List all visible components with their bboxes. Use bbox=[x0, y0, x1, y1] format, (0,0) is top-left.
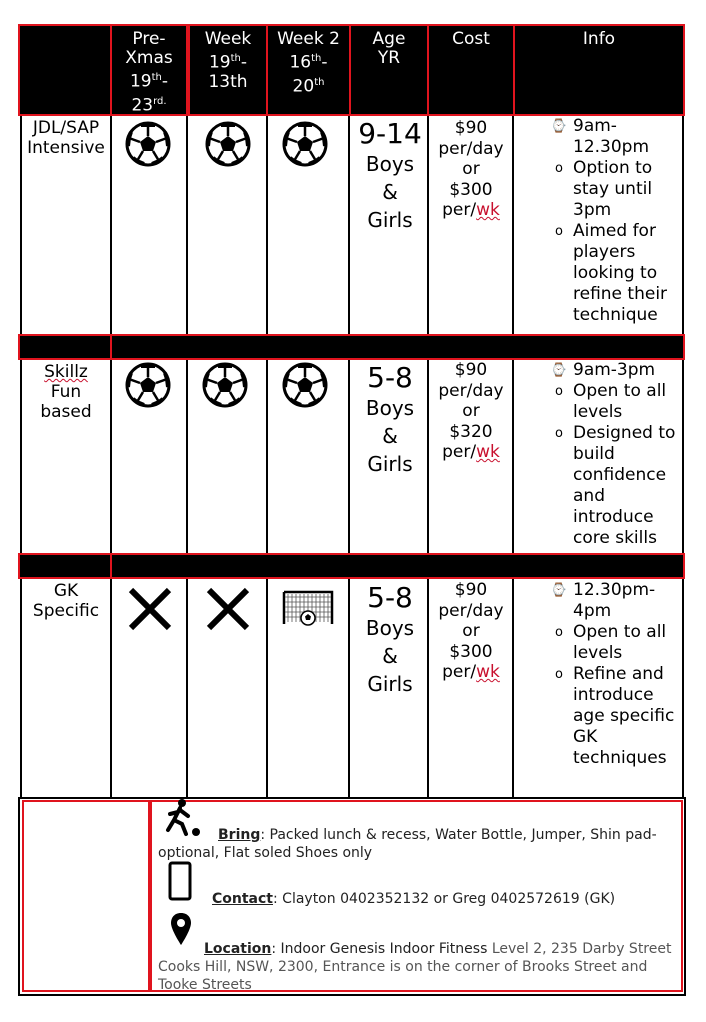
header-pre-xmas: Pre- Xmas 19th- $23^{rd.}$ bbox=[110, 24, 188, 116]
header-week-2: Week 2 16th- 20th bbox=[266, 24, 351, 116]
cross-icon bbox=[127, 586, 173, 636]
footer-bring: Bring: Packed lunch & recess, Water Bottle, Jumper, Shin pad-optional, Flat soled Shoes only bbox=[158, 827, 657, 861]
program-name-jdl: JDL/SAP Intensive bbox=[27, 118, 105, 158]
grid-line-vertical bbox=[348, 579, 350, 797]
program-name-gk: GK Specific bbox=[32, 581, 100, 621]
goal-net-icon bbox=[282, 588, 334, 632]
soccer-ball-icon bbox=[125, 362, 171, 412]
grid-line-vertical bbox=[186, 116, 188, 334]
age-group-skillz: 5-8 Boys & Girls bbox=[365, 361, 415, 476]
separator-bar-left-2 bbox=[18, 553, 112, 579]
header-cost: Cost bbox=[427, 24, 515, 116]
footer-location: Location: Indoor Genesis Indoor Fitness Level 2, 235 Darby Street Cooks Hill, NSW, 2300, Entrance is on the corner of Brooks Street and Tooke Streets bbox=[158, 941, 672, 993]
soccer-ball-icon bbox=[205, 121, 251, 171]
cost-jdl: $90 per/day or $300 per/wk bbox=[438, 118, 504, 220]
soccer-ball-icon bbox=[282, 362, 328, 412]
info-list-gk: ⌚ 12.30pm-4pm o Open to all levels o Refine and introduce age specific GK techniques bbox=[550, 580, 675, 768]
footer-contact: Contact: Clayton 0402352132 or Greg 0402572619 (GK) bbox=[212, 891, 616, 907]
grid-line-vertical bbox=[348, 360, 350, 553]
grid-line-vertical bbox=[266, 360, 268, 553]
info-list-jdl: ⌚ 9am-12.30pm o Option to stay until 3pm o Aimed for players looking to refine their technique bbox=[550, 116, 668, 325]
separator-bar-left-1 bbox=[18, 334, 112, 360]
separator-bar-right-2 bbox=[110, 553, 685, 579]
header-cell-blank bbox=[18, 24, 112, 116]
age-group-jdl: 9-14 Boys & Girls bbox=[358, 117, 422, 232]
header-week-1: Week 19th- 13th bbox=[188, 24, 268, 116]
header-info: Info bbox=[513, 24, 685, 116]
footer-left-cell bbox=[22, 800, 150, 992]
separator-bar-right-1 bbox=[110, 334, 685, 360]
age-group-gk: 5-8 Boys & Girls bbox=[365, 581, 415, 696]
cross-icon bbox=[205, 586, 251, 636]
phone-icon bbox=[168, 861, 192, 905]
grid-line-vertical bbox=[266, 579, 268, 797]
grid-line-vertical bbox=[348, 116, 350, 334]
info-list-skillz: ⌚ 9am-3pm o Open to all levels o Designed to build confidence and introduce core skills bbox=[550, 360, 676, 548]
grid-line-vertical bbox=[266, 116, 268, 334]
soccer-ball-icon bbox=[202, 362, 248, 412]
grid-line-vertical bbox=[186, 360, 188, 553]
program-name-skillz: Skillz Fun based bbox=[40, 362, 92, 422]
cost-skillz: $90 per/day or $320 per/wk bbox=[438, 360, 504, 462]
grid-line-vertical bbox=[186, 579, 188, 797]
cost-gk: $90 per/day or $300 per/wk bbox=[438, 580, 504, 682]
soccer-ball-icon bbox=[282, 121, 328, 171]
soccer-ball-icon bbox=[125, 121, 171, 171]
header-age: Age YR bbox=[349, 24, 429, 116]
